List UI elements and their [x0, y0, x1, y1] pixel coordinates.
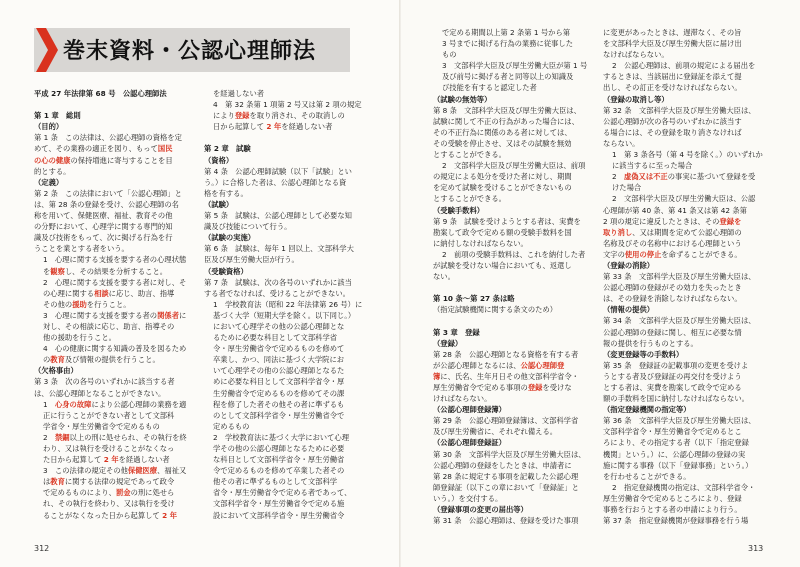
text-line: 第 33 条 文部科学大臣及び厚生労働大臣は、	[603, 272, 756, 282]
text-line: 1 心身の故障により公認心理師の業務を適	[43, 399, 187, 409]
text-line: 第 36 条 文部科学大臣及び厚生労働大臣は、	[603, 416, 756, 426]
text-line: 省令・厚生労働省令で定める者であって、	[213, 488, 352, 498]
highlighted-term: 罰金	[115, 488, 131, 498]
text-line: 3 号までに掲げる行為の業務に従事した	[442, 39, 574, 49]
highlighted-term: 保健医療	[127, 466, 158, 476]
text-line: は、その登録を消除しなければならない。	[603, 294, 742, 304]
text-line: 4 第 32 条第 1 項第 2 号又は第 2 項の規定	[213, 100, 362, 110]
text-line: 簿に、氏名、生年月日その他文部科学省令・	[433, 371, 579, 381]
text-line: 程を修了した者その他その者に準ずるも	[213, 399, 345, 409]
highlighted-term: 観察	[50, 266, 65, 276]
text-line: その受験を停止させ、又はその試験を無効	[433, 138, 572, 148]
text-line: で定めるものにより、罰金の刑に処せら	[43, 488, 175, 498]
text-line: 1 学校教育法（昭和 22 年法律第 26 号）に	[213, 299, 363, 309]
text-line: た日から起算して 2 年を経過しない者	[43, 455, 170, 465]
text-line: は教育に関する法律の規定であって政令	[43, 477, 175, 487]
section-heading: （受験手数料）	[433, 205, 485, 215]
text-line: 正に行うことができない者として文部科	[43, 410, 175, 420]
text-line: 取り消し、又は期間を定めて公認心理師の	[603, 227, 742, 237]
text-line: 厚生労働省令で定める事項の登録を受けな	[433, 383, 572, 392]
highlighted-term: 公認心理師登	[520, 360, 565, 370]
section-heading: （試験の無効等）	[433, 94, 492, 104]
page-number-left: 312	[34, 544, 50, 553]
section-heading: （定義）	[34, 177, 64, 187]
paragraph-gap	[34, 99, 194, 110]
text-line: の規定による処分を受けた者に対し、期間	[433, 172, 572, 182]
text-line: 試験に関して不正の行為があった場合には、	[433, 116, 579, 126]
text-line: 学その他の公認心理師となるために必要	[213, 444, 345, 453]
section-heading: 第 3 章 登録	[433, 327, 480, 337]
text-line: のとして文部科学省令・厚生労働省令で	[213, 410, 345, 420]
text-line: 額の手数料を国に納付しなければならない。	[603, 394, 749, 404]
text-line: 1 心理に関する支援を要する者の心理状態	[43, 255, 187, 265]
text-line: 第 9 条 試験を受けようとする者は、実費を	[433, 216, 581, 226]
highlighted-term: 国民	[157, 144, 173, 154]
text-line: に変更があったときは、遅滞なく、その旨	[603, 28, 742, 37]
section-heading: 第 2 章 試験	[204, 144, 251, 154]
text-line: 公認心理師の登録がその効力を失ったとき	[603, 283, 742, 293]
text-line: 生労働省令で定めるものを修めてその課	[213, 388, 345, 398]
text-line: 第 29 条 公認心理師登録簿は、文部科学省	[433, 416, 579, 426]
text-line: 第 7 条 試験は、次の各号のいずれかに該当	[204, 277, 352, 287]
text-line: が試験を受けない場合においても、返還し	[433, 260, 572, 270]
text-line: の教育及び情報の提供を行うこと。	[43, 355, 160, 365]
section-heading: （指定登録機関の指定等）	[603, 405, 691, 415]
text-line: 第 35 条 登録証の記載事項の変更を受けよ	[603, 360, 749, 370]
text-line: いう。）を交付する。	[433, 493, 503, 503]
highlighted-term: 登録	[234, 111, 250, 121]
text-line: その他の援助を行うこと。	[43, 299, 131, 309]
text-line: 第 2 条 この法律において「公認心理師」と	[34, 188, 182, 198]
text-line: めに必要な科目として文部科学省令・厚	[213, 377, 345, 387]
page-title: 巻末資料・公認心理師法	[63, 39, 317, 64]
text-column-4	[603, 27, 769, 526]
text-line: 報の提供を行うものとする。	[603, 338, 698, 348]
text-line: に納付しなければならない。	[433, 238, 528, 248]
text-line: 2 指定登録機関の指定は、文部科学省令・	[612, 482, 756, 492]
text-line: に該当するに至った場合	[612, 161, 693, 171]
section-heading: 第 10 条～第 27 条は略	[433, 294, 515, 304]
text-line: は、公認心理師となることができない。	[34, 388, 166, 398]
text-line: わり、又は執行を受けることがなくなっ	[43, 444, 175, 453]
highlighted-term: 2 年	[266, 122, 282, 132]
text-line: 設において文部科学省令・厚生労働省令	[213, 510, 345, 520]
text-line: 識及び技術をもって、次に掲げる行為を行	[34, 233, 173, 243]
text-column-2	[204, 88, 372, 521]
section-heading: （情報の提供）	[603, 305, 655, 315]
text-line: 2 禁錮以上の刑に処せられ、その執行を終	[43, 432, 187, 442]
text-line: な科目として文部科学省令・厚生労働省	[213, 455, 345, 465]
text-line: 対し、その相談に応じ、助言、指導その	[43, 321, 175, 331]
text-line: 基づく大学（短期大学を除く。以下同じ。）	[213, 310, 356, 320]
chevron-icon	[34, 28, 58, 72]
text-line: を文部科学大臣及び厚生労働大臣に届け出	[603, 39, 742, 49]
highlighted-term: 取り消し	[603, 227, 633, 237]
text-line: する者でなければ、受けることができない。	[204, 288, 350, 298]
text-line: 1 第 3 条各号（第 4 号を除く。）のいずれか	[612, 150, 763, 160]
section-heading: （公認心理師登録証）	[433, 438, 506, 448]
text-line: 文部科学省令・厚生労働省令で定める施	[213, 499, 345, 509]
text-line: 第 34 条 文部科学大臣及び厚生労働大臣は、	[603, 316, 756, 326]
text-line: を経過しない者	[213, 89, 265, 98]
highlighted-term: 相談	[94, 288, 109, 298]
text-line: 名称及びその名称中における心理師という	[603, 238, 742, 248]
section-heading: （登録の消除）	[603, 260, 655, 270]
text-line: ければならない。	[433, 394, 492, 404]
text-line: めて、その業務の適正を図り、もって国民	[34, 144, 173, 154]
section-heading: （変更登録等の手数料）	[603, 349, 684, 359]
text-line: を観察し、その結果を分析すること。	[43, 266, 168, 276]
text-line: 第 31 条 公認心理師は、登録を受けた事項	[433, 516, 579, 526]
highlighted-term: 2 年	[162, 510, 177, 520]
text-line: 公認心理師の登録に関し、相互に必要な情	[603, 327, 742, 337]
highlighted-term: 登録を	[719, 216, 742, 226]
text-line: 第 30 条 文部科学大臣及び厚生労働大臣は、	[433, 449, 586, 459]
text-line: もの	[442, 50, 457, 60]
text-line: 3 心理に関する支援を要する者の関係者に	[43, 310, 187, 320]
section-heading: （登録）	[433, 338, 463, 348]
paragraph-gap	[204, 132, 372, 143]
text-column-3	[433, 27, 595, 526]
text-line: の心理に関する相談に応じ、助言、指導	[43, 288, 175, 298]
text-line: 定めるもの	[213, 421, 250, 431]
text-line: 2 前項の受験手数料は、これを納付した者	[442, 249, 586, 259]
section-heading: （公認心理師登録簿）	[433, 405, 506, 415]
text-line: 格を有する。	[204, 188, 248, 198]
text-line: 第 37 条 指定登録機関が登録事務を行う場	[603, 516, 749, 526]
text-line: 的とする。	[34, 166, 71, 176]
text-line: 第 28 条 公認心理師となる資格を有する者	[433, 349, 579, 359]
text-line: するときは、当該届出に登録証を添えて提	[603, 72, 742, 82]
text-line: 4 心の健康に関する知識の普及を図るため	[43, 344, 187, 354]
section-heading: （資格）	[204, 155, 234, 165]
text-line: 識及び技能について行う。	[204, 222, 292, 232]
highlighted-term: 教育	[50, 477, 65, 487]
text-line: の心の健康の保持増進に寄与することを目	[34, 155, 173, 165]
highlighted-term: 簿	[433, 371, 441, 381]
section-heading: 平成 27 年法律第 68 号 公認心理師法	[34, 89, 167, 98]
highlighted-term: 使用の停止	[624, 249, 662, 259]
text-line: 第 5 条 試験は、公認心理師として必要な知	[204, 211, 352, 221]
text-line: 学省令・厚生労働省令で定めるもの	[43, 421, 160, 431]
section-heading: （受験資格）	[204, 266, 248, 276]
text-line: び技能を有すると認定した者	[442, 83, 537, 93]
text-line: れ、その執行を終わり、又は執行を受け	[43, 499, 175, 509]
text-line: なければならない。	[603, 50, 669, 60]
text-line: 事務を行おうとする者の申請により行う。	[603, 505, 742, 515]
text-line: 厚生労働省令で定めるところにより、登録	[603, 493, 742, 503]
text-line: 公認心理師の登録をしたときは、申請者に	[433, 460, 572, 470]
highlighted-term: 教育	[50, 355, 65, 365]
text-column-1	[34, 88, 194, 521]
highlighted-term: の心の健康	[34, 155, 71, 165]
text-line: 卒業し、かつ、同法に基づく大学院にお	[213, 355, 345, 365]
text-line: は、第 28 条の登録を受け、公認心理師の名	[34, 199, 179, 209]
section-heading: （欠格事由）	[34, 366, 78, 376]
text-line: 他の援助を行うこと。	[43, 333, 116, 343]
text-line: 第 6 条 試験は、毎年 1 回以上、文部科学大	[204, 244, 354, 254]
text-line: 3 文部科学大臣及び厚生労働大臣が第 1 号	[442, 61, 588, 71]
text-line: 第 1 条 この法律は、公認心理師の資格を定	[34, 133, 182, 143]
highlighted-term: 虚偽又は不正	[623, 172, 668, 182]
section-heading: 第 1 章 総則	[34, 111, 81, 121]
text-line: 3 この法律の規定その他保健医療、福祉又	[43, 466, 187, 476]
paragraph-gap	[433, 282, 595, 293]
text-line: るために必要な科目として文部科学省	[213, 333, 338, 343]
text-line: が公認心理師となるには、公認心理師登	[433, 360, 565, 370]
highlighted-term: 援助	[72, 299, 87, 309]
text-line: とすることができる。	[433, 194, 506, 204]
text-line: 師登録証（以下この章において「登録証」と	[433, 482, 579, 492]
text-line: ることがなくなった日から起算して 2 年	[43, 510, 177, 520]
text-line: ならない。	[603, 138, 640, 148]
text-line: 施に関する事務（以下「登録事務」という。）	[603, 460, 753, 470]
text-line: 臣及び厚生労働大臣が行う。	[204, 255, 299, 265]
text-line: 2 公認心理師は、前項の規定による届出を	[612, 61, 756, 71]
text-line: により登録を取り消され、その取消しの	[213, 111, 345, 121]
text-line: る場合には、その登録を取り消さなければ	[603, 127, 742, 137]
highlighted-term: 関係者	[157, 310, 179, 320]
text-line: 第 8 条 文部科学大臣及び厚生労働大臣は、	[433, 105, 581, 115]
text-line: で定める期間以上第 2 条第 1 号から第	[442, 28, 571, 37]
text-line: 文部科学省令・厚生労働省令で定めるとこ	[603, 427, 742, 437]
text-line: 機関」という。）に、公認心理師の登録の実	[603, 449, 746, 459]
text-line: 文字の使用の停止を命ずることができる。	[603, 249, 742, 259]
section-heading: （登録事項の変更の届出等）	[433, 505, 528, 515]
text-line: 2 心理に関する支援を要する者に対し、そ	[43, 277, 187, 287]
text-line: 2 文部科学大臣及び厚生労働大臣は、前項	[442, 161, 586, 171]
text-line: とする者は、実費を勘案して政令で定める	[603, 383, 742, 392]
text-line: 2 虚偽又は不正の事実に基づいて登録を受	[612, 172, 756, 182]
text-line: 第 28 条に規定する事項を記載した公認心理	[433, 471, 579, 481]
text-line: うことを業とする者をいう。	[34, 244, 129, 254]
text-line: （指定試験機関に関する条文のため）	[433, 305, 558, 315]
text-line: 心理師が第 40 条、第 41 条又は第 42 条第	[603, 205, 747, 215]
text-line: 及び前号に掲げる者と同等以上の知識及	[442, 72, 574, 82]
text-line: を定めて試験を受けることができないもの	[433, 183, 572, 193]
text-line: いて心理学その他の公認心理師となるた	[213, 366, 345, 376]
highlighted-term: 禁錮	[54, 432, 70, 442]
highlighted-term: 心身の故障	[54, 399, 92, 409]
text-line: けた場合	[612, 183, 642, 193]
text-line: 称を用いて、保健医療、福祉、教育その他	[34, 211, 173, 221]
page-number-right: 313	[748, 544, 764, 553]
paragraph-gap	[433, 315, 595, 326]
text-line: 出し、その訂正を受けなければならない。	[603, 83, 742, 93]
text-line: 日から起算して 2 年を経過しない者	[213, 122, 333, 132]
text-line: の分野において、心理学に関する専門的知	[34, 222, 173, 232]
section-heading: （目的）	[34, 122, 64, 132]
text-line: 2 学校教育法に基づく大学において心理	[213, 432, 349, 442]
text-line: 第 3 条 次の各号のいずれかに該当する者	[34, 377, 175, 387]
section-heading: （試験）	[204, 199, 234, 209]
text-line: において心理学その他の公認心理師とな	[213, 321, 345, 331]
highlighted-term: 2 年	[103, 455, 119, 465]
text-line: その不正行為に関係のある者に対しては、	[433, 127, 572, 137]
text-line: 公認心理師が次の各号のいずれかに該当す	[603, 116, 742, 126]
book-gutter	[399, 0, 401, 567]
text-line: 勘案して政令で定める額の受験手数料を国	[433, 227, 572, 237]
text-line: 第 4 条 公認心理師試験（以下「試験」とい	[204, 166, 352, 176]
text-line: とすることができる。	[433, 150, 506, 160]
text-line: う。）に合格した者は、公認心理師となる資	[204, 177, 347, 187]
text-line: 第 32 条 文部科学大臣及び厚生労働大臣は、	[603, 105, 756, 115]
text-line: 令で定めるものを修めて卒業した者その	[213, 466, 345, 476]
section-heading: （登録の取消し等）	[603, 94, 669, 104]
highlighted-term: 登録	[527, 383, 543, 392]
text-line: うとする者及び登録証の再交付を受けよう	[603, 371, 742, 381]
text-line: 及び厚生労働省に、それぞれ備える。	[433, 427, 558, 437]
text-line: 他その者に準ずるものとして文部科学	[213, 477, 338, 487]
text-line: 2 文部科学大臣及び厚生労働大臣は、公認	[612, 194, 756, 204]
text-line: 令・厚生労働省令で定めるものを修めて	[213, 344, 345, 354]
section-heading: （試験の実施）	[204, 233, 256, 243]
text-line: ろにより、その指定する者（以下「指定登録	[603, 438, 749, 448]
text-line: ない。	[433, 272, 455, 282]
text-line: 2 項の規定に違反したときは、その登録を	[603, 216, 742, 226]
text-line: を行わせることができる。	[603, 471, 691, 481]
